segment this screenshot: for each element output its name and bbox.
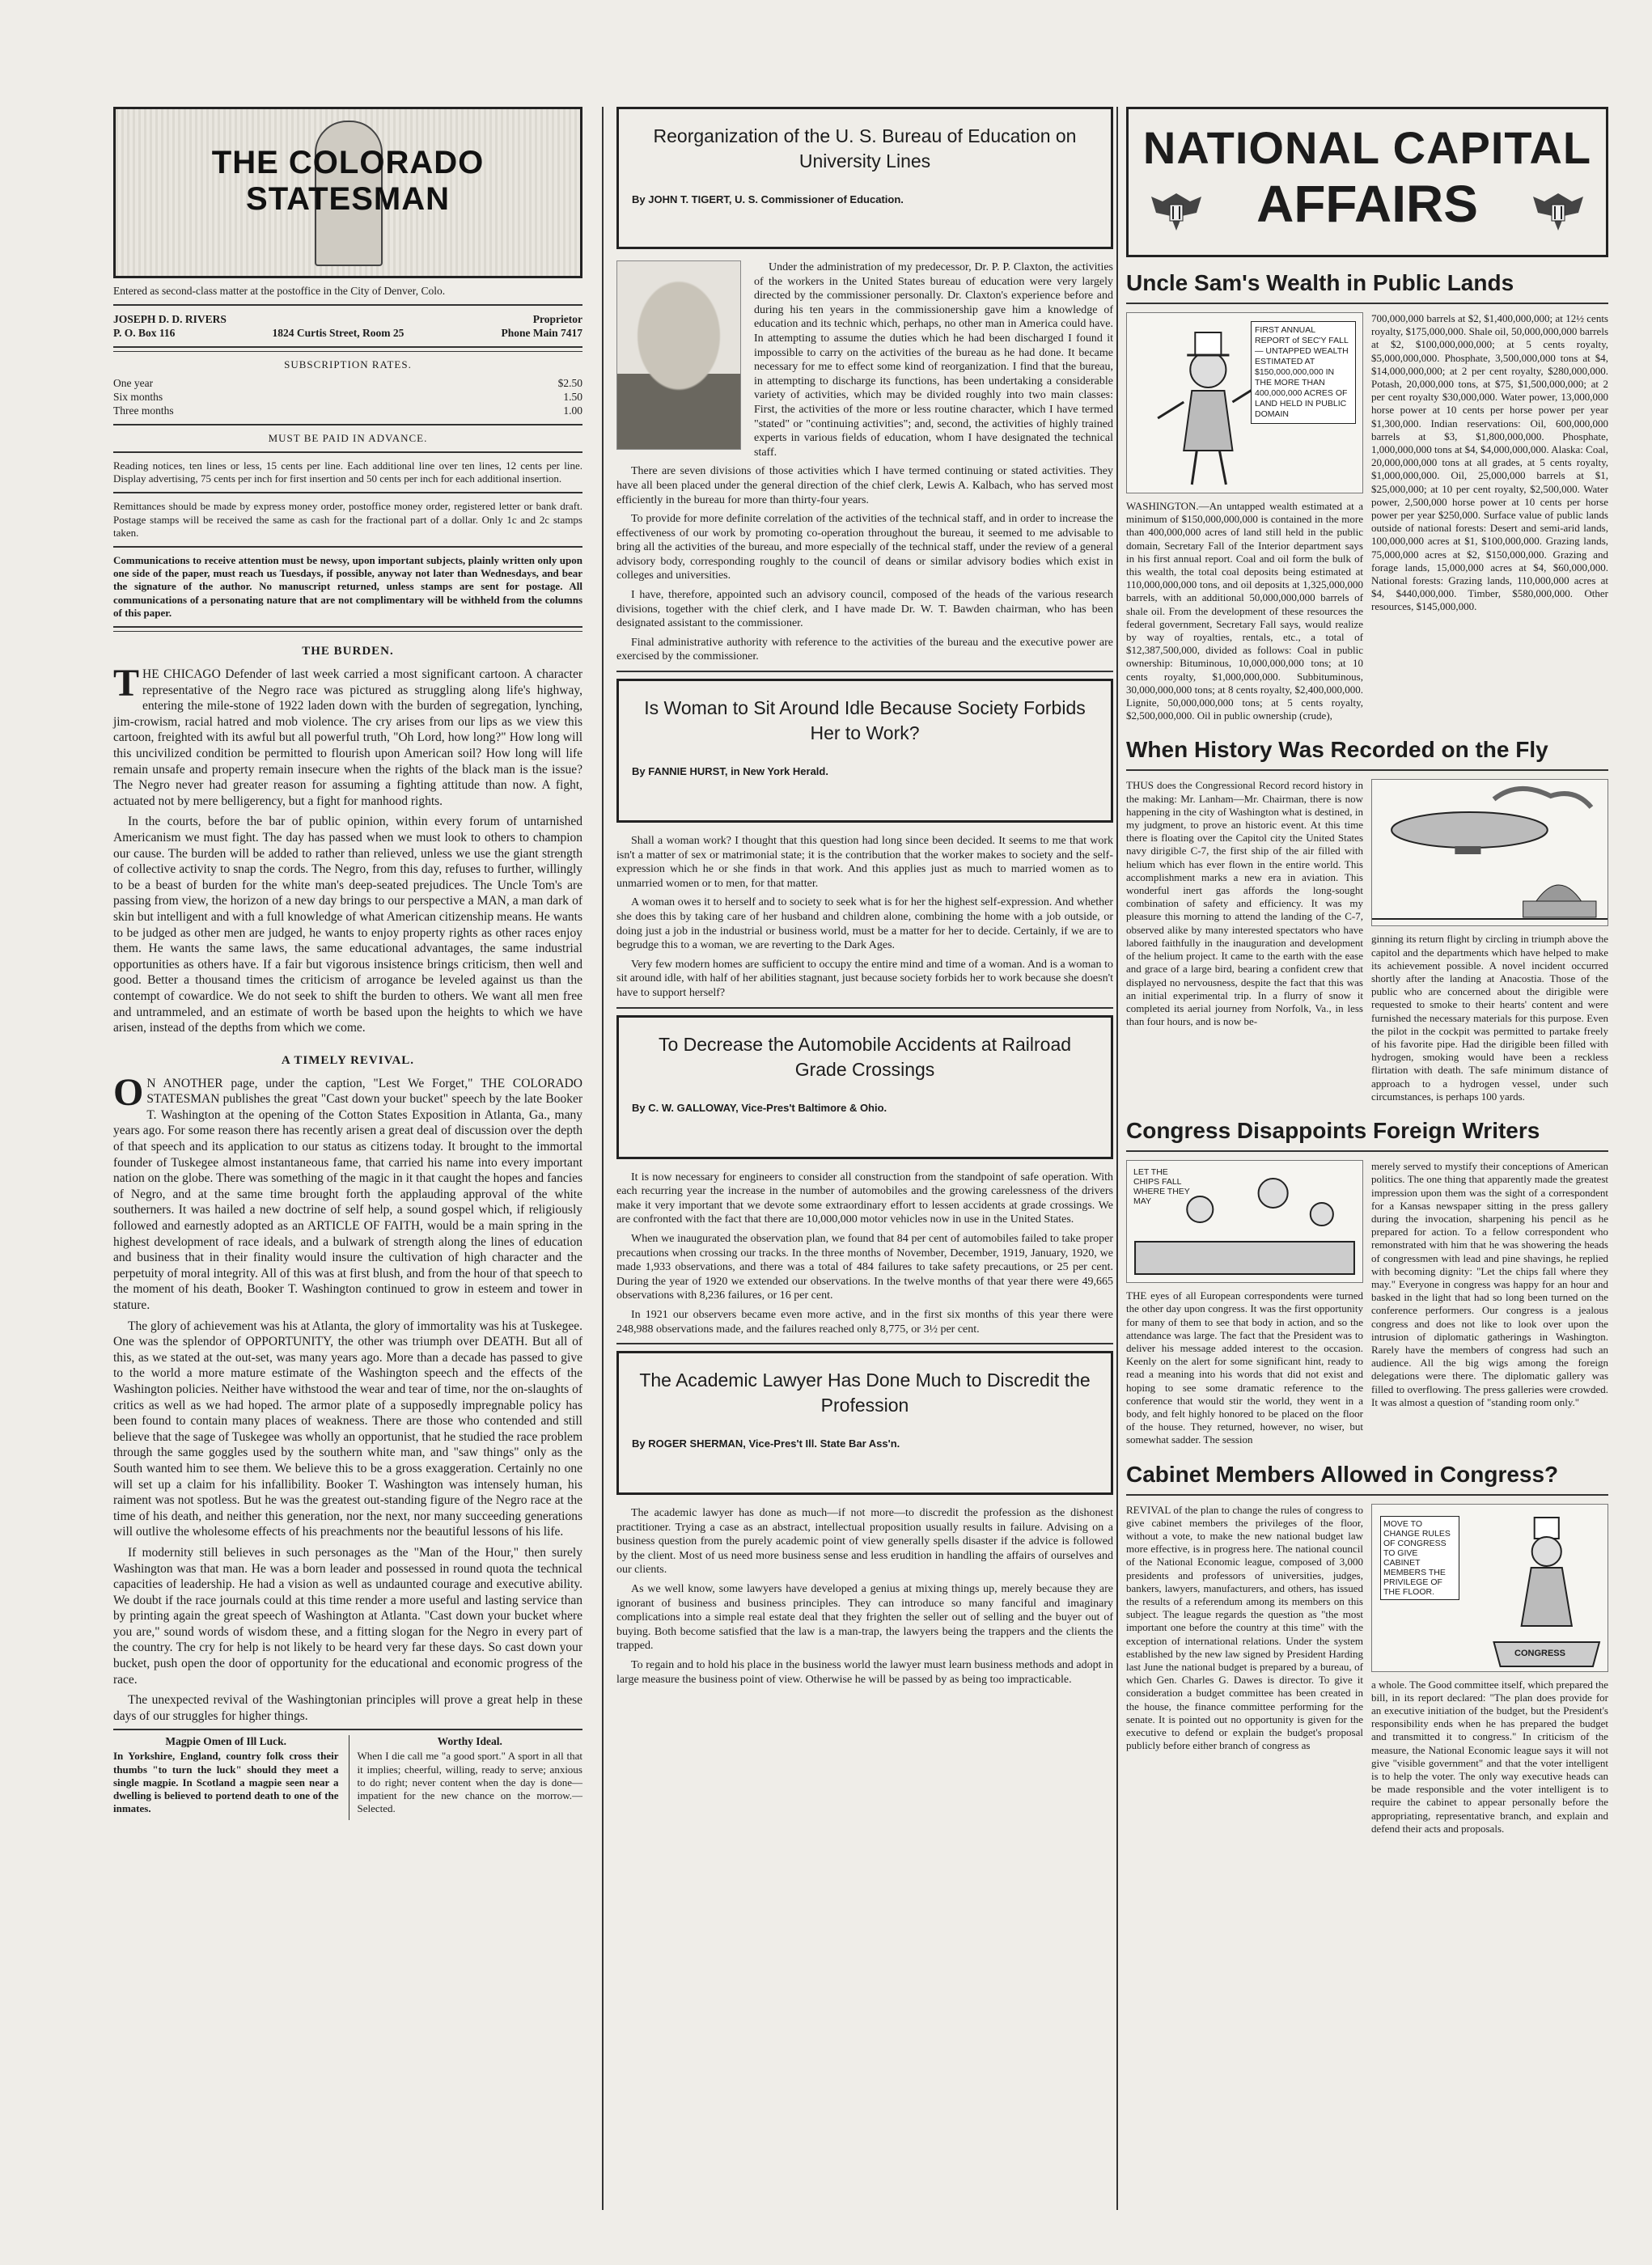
section-title: Cabinet Members Allowed in Congress? xyxy=(1126,1457,1608,1496)
rate-price: $2.50 xyxy=(557,377,582,389)
article-paragraph: There are seven divisions of those activities which I have termed continuing or stated activities. They have all been placed under the general direction of the chief clerk, Lewis A. Kalbach, who has served most efficiently in the bureau for more than thirty-four years. xyxy=(616,465,1113,506)
article-paragraph: As we well know, some lawyers have developed a genius at mixing things up, merely because they are ignorant of business and business principles. They can introduce so many fanciful and imaginary complications into a simple real estate deal that they frighten the seller out of selling and the buyer out of buying. Both become satisfied that the law is a man-trap, the lawyers being the trappers and the clients the trapped. xyxy=(616,1583,1113,1653)
masthead-title: THE COLORADO STATESMAN xyxy=(211,145,485,217)
filler-text: In Yorkshire, England, country folk cross their thumbs "to turn the luck" should they meet a single magpie. In Scotland a magpie seen near a dwelling is believed to portend death to one of the inmates. xyxy=(113,1750,339,1815)
proprietor-name: JOSEPH D. D. RIVERS xyxy=(113,313,227,325)
dirigible-icon xyxy=(1372,780,1608,925)
column-rule xyxy=(602,107,604,2210)
article-paragraph: To regain and to hold his place in the business world the lawyer must learn business methods and adopt in large measure the business point of view. Otherwise he will be passed by as being too impracticable. xyxy=(616,1659,1113,1686)
phone: Phone Main 7417 xyxy=(501,327,582,339)
section-paragraph: a whole. The Good committee itself, which prepared the bill, in its report declared: "The plan does provide for an executive initiation of the budget, but the President's responsibility ends when he has prepared the budget and transmitted it to congress." In criticism of the measure, the National Economic league says it will not give "visible government" and that the voter intelligent is to help the voter. The only way executive heads can be made responsible and the voter intelligent is to require the cabinet to appear personally before the appropriating, representative branch, and explain and defend their acts and proposals. xyxy=(1371,1678,1608,1835)
article-paragraph: I have, therefore, appointed such an advisory council, composed of the heads of the various research divisions, together with the chief clerk, and I have made Dr. W. T. Bawden chairman, who has been designated assistant to the commissioner. xyxy=(616,589,1113,630)
banner-line-2: AFFAIRS xyxy=(1256,175,1478,233)
rate-label: One year xyxy=(113,377,154,389)
cabinet-cartoon xyxy=(1371,1504,1608,1672)
section-paragraph: merely served to mystify their conceptions of American politics. The one thing that apparently made the greatest impression upon them was the sight of a correspondent for a Kansas newspaper sitting in the press gallery during the invocation, sharpening his pencil as he prepared for action. To a fellow correspondent who remonstrated with him that he was showering the heads of congressmen with lead and pine shavings, he replied with becoming dignity: "Let the chips fall where they may." Everyone in congress was happy for an hour and basked in the light that had so long been turned on the conference performers. Our congress is a jealous congress and does not like to look over upon the intrusion of diplomatic gatherings in Washington. Rarely have the members of congress had such an audience. All the big wigs among the foreign delegations were there. The diplomatic gallery was filled to overflowing. The press galleries were crowded. It was almost a question of "standing room only." xyxy=(1371,1160,1608,1408)
section-body xyxy=(1126,312,1608,727)
subscription-title: SUBSCRIPTION RATES. xyxy=(284,358,412,370)
cartoon-caption: LET THE CHIPS FALL WHERE THEY MAY xyxy=(1133,1167,1190,1207)
po-box: P. O. Box 116 xyxy=(113,327,176,339)
article-byline: By ROGER SHERMAN, Vice-Pres't Ill. State Bar Ass'n. xyxy=(632,1437,900,1450)
editorial-paragraph: ON ANOTHER page, under the caption, "Lest We Forget," THE COLORADO STATESMAN publishes the great "Cast down your bucket" speech by the late Booker T. Washington at the opening of the Cotton States Exposition in Atlanta, Ga., many years ago. For some reason there has recently arisen a great deal of discussion over the depth of that speech and its application to our status as citizens today. It brought to the immortal founder of Tuskegee almost instantaneous fame, that carried his name into every important nation on the globe. There was something of the magic in it that caught the hopes and fancies of Negro, and at the same time brought forth the applauding approval of the white southerners. It was hailed a new doctrine of self help, a sound gospel which, if religiously followed and earnestly adopted as an ARTICLE OF FAITH, would be a main spring in the highest development of race ideals, and a bulwark of strength along the lines of education and business that in their finality would insure the cultivation of high character and the perpetuity of moral integrity. All of this was at first blush, and from the hour of that speech to the moment of his death, Booker T. Washington continued to grow in esteem and tower in stature. xyxy=(113,1070,582,1312)
rate-label: Three months xyxy=(113,404,174,417)
rate-price: 1.50 xyxy=(563,391,582,403)
eagle-shield-icon xyxy=(1528,188,1588,235)
article-paragraph: A woman owes it to herself and to society to seek what is for her the highest self-expression. And whether she does this by taking care of her husband and children alone, combining the home with a job outside, or doing just a job in the industrial or business world, must be a matter for her to decide. Certainly, if we are to begrudge this to a woman, we are reverting to the Dark Ages. xyxy=(616,896,1113,952)
article-paragraph: Shall a woman work? I thought that this question had long since been decided. It seems to me that work isn't a matter of sex or matrimonial state; it is the contribution that the worker makes to society and the self-expression which he or she finds in that work. And this applies just as much to married women as to unmarried women or to men, for that matter. xyxy=(616,835,1113,890)
editorial-paragraph: In the courts, before the bar of public opinion, within every forum of untarnished Americanism we must fight. The day has passed when we must look to others to champion our cause. The burden will be added to rather than relieved, unless we use the giant strength of collective activity to snap the cords. The Negro, from this day, refuses to further, willingly to be a beast of burden for the white man's deep-seated prejudices. The Uncle Tom's are passing from view, the horizon of a new day brings to our perspective a MAN, a man dark of skin but intelligent and with a full knowledge of what American citizenship means. He wants to be judged as other men are judged, he wants to enjoy property rights as other races enjoy them. He wants the same laws, the same educational advantages, the same industrial opportunities as others have. If a fair but vigorous insistence brings criticism, then well and good. Better a thousand times the criticism of arrogance be leveled against us than the contempt of cowardice. We do not seek to shift the burden to others. We want all men free and untrammeled, and an estimate of worth be based upon the heights to which we have arisen, instead of the depths from which we come. xyxy=(113,815,582,1035)
cartoon-caption: FIRST ANNUAL REPORT of SEC'Y FALL — UNTAPPED WEALTH ESTIMATED AT $150,000,000,000 IN THE MORE THAN 400,000,000 ACRES OF LAND HELD IN PUBLIC DOMAIN xyxy=(1251,321,1356,424)
section-body xyxy=(1126,779,1608,1108)
article-paragraph: It is now necessary for engineers to consider all construction from the standpoint of safe operation. With each recurring year the increase in the number of automobiles and the growing carelessness of the drivers make it very important that we devote some extraordinary effort to lessen accidents at grade crossings. We are confronted with the fact that there are 10,000,000 motor vehicles now in use in the United States. xyxy=(616,1171,1113,1226)
section-title: Uncle Sam's Wealth in Public Lands xyxy=(1126,265,1608,304)
proprietor-label: Proprietor xyxy=(532,313,582,325)
article-paragraph: Final administrative authority with reference to the activities of the bureau and the executive power are exercised by the commissioner. xyxy=(616,636,1113,663)
eagle-shield-icon xyxy=(1146,188,1206,235)
filler-title: Magpie Omen of Ill Luck. xyxy=(165,1735,287,1748)
section-paragraph: REVIVAL of the plan to change the rules of congress to give cabinet members the privileges of the floor, without a vote, to make the new national budget law more effective, is in progress here. The national council of the National Economic league, composed of 3,000 presidents and professors of universities, judges, bankers, lawyers, manufacturers, and others, has issued the results of a referendum among its members on this subject. The league regards the question as "the most important one before the country at this time" with the exception of international relations. Under the system established by the new law signed by President Harding last June the national budget is prepared by a bureau, of which Gen. Charles G. Dawes is director. To give it consideration a budget committee has been created in the house, the finance committee performing for the senate. It is pointed out no opportunity is given for the executive to defend or explain the budget's proposal publicly before either branch of congress as xyxy=(1126,1503,1363,1752)
cartoon-caption: MOVE TO CHANGE RULES OF CONGRESS TO GIVE CABINET MEMBERS THE PRIVILEGE OF THE FLOOR. xyxy=(1380,1516,1459,1600)
editorial-paragraph: If modernity still believes in such personages as the "Man of the Hour," then surely Washington was that man. He was a born leader and possessed in round quota the technical capacities of leadership. He had a vision as well as undaunted courage and executive ability. We doubt if the race journals could at this time render a more useful and lasting service than by printing again the great speech of Washington at Atlanta. "Cast down your bucket where you are," sound words of wisdom these, and a fitting slogan for the Negro in every part of the country. The cry for help is not likely to be heard very far these days. So cast down your bucket, push open the door of opportunity for the educational and economic progress of the race. xyxy=(113,1545,582,1687)
article-paragraph: The academic lawyer has done as much—if not more—to discredit the profession as the dishonest practitioner. Trying a case as an abstract, intellectual proposition usually results in failure. Advising on a business question from the purely academic point of view generally spells disaster if the advice is followed by the client. Most of us need more business sense and less erudition in handling the affairs of ourselves and our clients. xyxy=(616,1507,1113,1577)
section-banner xyxy=(1126,107,1608,257)
article-paragraph: Very few modern homes are sufficient to occupy the entire mind and time of a woman. And is a woman to sit around idle, with half of her abilities stagnant, just because society forbids her to work because she doesn't have to support herself? xyxy=(616,958,1113,999)
section-title: Congress Disappoints Foreign Writers xyxy=(1126,1113,1608,1152)
section-paragraph: THE eyes of all European correspondents were turned the other day upon congress. It was the first opportunity for many of them to see that body in action, and so the attendance was large. The fact that the President was to deliver his message added interest to the occasion. Keenly on the alert for some significant hint, ready to read a meaning into his words that did not exist and hoping to see some dramatic reference to the conference that would stir the world, they went in a body, and felt highly honored to be placed on the floor of the house. They returned, however, no wiser, but somewhat sadder. The session xyxy=(1126,1289,1363,1446)
article-byline: By C. W. GALLOWAY, Vice-Pres't Baltimore & Ohio. xyxy=(632,1101,887,1114)
reading-notice: Reading notices, ten lines or less, 15 cents per line. Each additional line over ten lines, 12 cents per line. Display advertising, 75 cents per inch for first insertion and 50 cents per inch for each additional insertion. xyxy=(113,459,582,485)
article-header xyxy=(616,1351,1113,1495)
article-title: Reorganization of the U. S. Bureau of Education on University Lines xyxy=(653,125,1077,171)
filler-title: Worthy Ideal. xyxy=(437,1735,502,1748)
editorial-paragraph: The unexpected revival of the Washingtonian principles will prove a great help in these days of our struggles for higher things. xyxy=(113,1693,582,1723)
filler-text: When I die call me "a good sport." A sport in all that it implies; cheerful, willing, ready to serve; anxious to do right; never content when the day is done—impatient for the new chance on the morrow.—Selected. xyxy=(357,1750,582,1815)
portrait-photo xyxy=(616,260,741,450)
address-row xyxy=(113,326,582,340)
article-paragraph: Under the administration of my predecessor, Dr. P. P. Claxton, the activities of the workers in the United States bureau of education were very largely directed by the commissioner personally. Dr. Claxton's experience before and during his ten years in the commissionership gave him a knowledge of education and its technic which, perhaps, no other man in America could have. In attempting to assume the duties which he had been discharged I found it impossible to carry on the activities of the bureau as he had done. It became necessary for me to effect some kind of reorganization. I find that the bureau, in attempting to discharge its functions, has been undertaking a considerable variety of activities, which may be divided roughly into two main classes: First, the activities of the more or less routine character, which I have termed "stated" or "continuing activities"; and, second, the activities of highly trained experts in various fields of education, whom I have designated the technical staff. xyxy=(754,261,1113,459)
street-address: 1824 Curtis Street, Room 25 xyxy=(272,327,405,339)
column-national-capital xyxy=(1126,107,1608,1840)
section-title: When History Was Recorded on the Fly xyxy=(1126,732,1608,771)
article-header xyxy=(616,679,1113,823)
article-byline: By FANNIE HURST, in New York Herald. xyxy=(632,765,828,778)
column-rule xyxy=(1116,107,1118,2210)
section-paragraph: 700,000,000 barrels at $2, $1,400,000,000; at 12½ cents royalty, $175,000,000. Shale oil, 50,000,000,000 barrels at $2, $100,000,000,000; at 5 cents royalty, $5,000,000,000. Phosphate, 3,500,000,000 tons at $4, $14,000,000,000; at 2 per cent royalty, $280,000,000. Potash, 20,000,000 tons, at $75, $1,500,000,000; at 2 per cent royalty $30,000,000. Water power, 13,000,000 horse power at 10 cents per horse power per year $1,300,000. Indian reservations: Oil, 600,000,000 barrels at $3, $1,800,000,000. Phosphate, 1,000,000,000 tons at $4, $4,000,000,000. Alaska: Coal, 20,000,000,000 tons at all grades, at 5 cents royalty, $1,000,000,000. Oil, 25,000,000 barrels at $1, $25,000,000; at 10 per cent royalty, $2,500,000. Water power, 2,500,000 horse power at 10 cents per horse power per year $250,000. Surface value of public lands outside of national forests: Desert and semi-arid lands, 100,000,000 acres at $1, $100,000,000. Grazing lands, 75,000,000 acres at $2, $150,000,000. Grazing and forage lands, 15,000,000 acres at $4, $60,000,000. National forests: Grazing lands, 110,000,000 acres at $4, $440,000,000. Timber, $580,000,000. Other resources, $145,000,000. xyxy=(1371,312,1608,613)
communications-notice: Communications to receive attention must be newsy, upon important subjects, plainly written only upon one side of the paper, must reach us Tuesdays, if possible, anyway not later than Wednesdays, and bear the signature of the author. No manuscript returned, unless stamps are sent for postage. All communications of a personating nature that are not complimentary will be withheld from the columns of this paper. xyxy=(113,554,582,619)
banner-line-1: NATIONAL CAPITAL xyxy=(1142,122,1592,173)
uncle-sam-cartoon xyxy=(1126,312,1363,493)
editorial-paragraph: The glory of achievement was his at Atlanta, the glory of immortality was his at Tuskegee. One was the splendor of OPPORTUNITY, the other was triumph over DEATH. But all of this, as we stated at the out-set, was many years ago. More than a decade has passed to give to the world a more mature estimate of the Washington speech and the effects of the Washington policies. Neither have withstood the wear and tear of time, nor the on-slaughts of critics as well as we had hoped. The armor plate of a supposedly impregnable policy has been found to contain many places of weakness. There are those who contended and still believe that the sage of Tuskegee was wholly an opportunist, that he studied the race problem through the same goggles used by the southern white man, and "saw things" only as the South wanted him to see them. We believe this to be a gross exaggeration. Certainly no one will set up a claim for his infallibility. Booker T. Washington was intensely human, his raiment was not spotless. But he was the greatest out-standing figure of the Negro race at the time of his death, and neither this generation, nor the next, nor many succeeding generations will outlive the wholesome effects of his preachments nor the beautiful lessons of his life. xyxy=(113,1319,582,1539)
article-title: The Academic Lawyer Has Done Much to Discredit the Profession xyxy=(639,1370,1091,1416)
cartoon-label: CONGRESS xyxy=(1514,1648,1565,1658)
article-header xyxy=(616,1015,1113,1159)
proprietor-row xyxy=(113,312,582,326)
column-editorial xyxy=(113,107,582,1820)
congress-cartoon xyxy=(1126,1160,1363,1283)
remittance-notice: Remittances should be made by express money order, postoffice money order, registered letter or bank draft. Postage stamps will be received the same as cash for the fractional part of a dollar. Only 1c and 2c stamps taken. xyxy=(113,500,582,539)
editorial-title: THE BURDEN. xyxy=(302,645,394,658)
article-title: Is Woman to Sit Around Idle Because Society Forbids Her to Work? xyxy=(644,697,1086,744)
article-paragraph: To provide for more definite correlation of the activities of the technical staff, and in order to increase the effectiveness of our work by promoting co-operation throughout the bureau, it seemed to me advisable to bring all the activities of the bureau, and more especially of the technical staff, under the review of a general advisory body, corresponding roughly to the council of deans or similar advisory bodies which exist in colleges and universities. xyxy=(616,513,1113,582)
rate-label: Six months xyxy=(113,391,163,403)
masthead xyxy=(113,107,582,278)
article-paragraph: When we inaugurated the observation plan, we found that 84 per cent of automobiles failed to take proper precautions when crossing our tracks. In the three months of November, December, 1919, January, 1920, we made 1,933 observations, and there was a total of 484 failures to take safety precautions, or 25 per cent. During the year of 1920 we extended our observations. In the twelve months of that year there were 49,665 observations with 8,236 failures, or 16 per cent. xyxy=(616,1232,1113,1302)
section-body xyxy=(1126,1160,1608,1451)
advance-notice: MUST BE PAID IN ADVANCE. xyxy=(268,432,428,444)
editorial-paragraph: THE CHICAGO Defender of last week carried a most significant cartoon. A character representative of the Negro race was pictured as struggling along life's highway, entering the mile-stone of 1922 laden down with the burden of segregation, lynching, jim-crowism, racial hatred and mob violence. The cry arises from our lips as we view this cartoon, freighted with its awful but all powerful truth, "Oh Lord, how long?" How long will this uncivilized condition be permitted to flourish upon American soil? How long will life remain unsafe and property remain insecure when the rights of the black man is the issue? The Negro never had greater reason for assuming a fighting attitude than now. A fight, actuated not by mere belligerency, but a fight for manhood rights. xyxy=(113,662,582,808)
editorial-title: A TIMELY REVIVAL. xyxy=(281,1053,415,1067)
filler-items xyxy=(113,1729,582,1820)
section-paragraph: ginning its return flight by circling in triumph above the capitol and the departments which have helped to make its achievement possible. A novel incident occurred shortly after the landing at Anacostia. Those of the public who are concerned about the dirigible were requested to smoke to their hearts' content and were furnished the necessary materials for this purpose. Even the pilot in the cockpit was permitted to partake freely of his favorite pipe. Had the dirigible been filled with hydrogen, smoking would have been a reckless flirtation with death. The safe minimum distance of approach to a hydrogen vessel, under such circumstances, is perhaps 100 yards. xyxy=(1371,933,1608,1103)
article-header xyxy=(616,107,1113,249)
article-paragraph: In 1921 our observers became even more active, and in the first six months of this year there were 248,988 observations made, and the failures reached only 8,775, or 3½ per cent. xyxy=(616,1308,1113,1336)
section-paragraph: WASHINGTON.—An untapped wealth estimated at a minimum of $150,000,000,000 is contained in the more than 400,000,000 acres of land still held in the public domain, Secretary Fall of the Interior department says in his first annual report. Coal and oil form the bulk of this wealth, the total coal deposits being estimated at 110,000,000,000 tons, and oil deposits at 1,325,000,000 barrels, with an additional 50,000,000,000 barrels of shale oil. From the development of these resources the federal government, Secretary Fall says, would realize by way of royalties, rentals, etc., a total of $12,387,500,000, divided as follows: Coal in public ownership: Bituminous, 10,000,000,000 tons; at 10 cents royalty, $1,000,000,000. Subbituminous, 30,000,000,000 tons; at 8 cents royalty, $2,400,000,000. Lignite, 50,000,000,000 tons; at 5 cents royalty, $2,500,000,000. Oil in public ownership (crude), xyxy=(1126,500,1363,722)
dirigible-illustration xyxy=(1371,779,1608,926)
article-byline: By JOHN T. TIGERT, U. S. Commissioner of Education. xyxy=(632,193,904,205)
article-title: To Decrease the Automobile Accidents at Railroad Grade Crossings xyxy=(658,1033,1072,1080)
column-opinion xyxy=(616,107,1113,1691)
rate-price: 1.00 xyxy=(563,404,582,417)
section-paragraph: THUS does the Congressional Record record history in the making: Mr. Lanham—Mr. Chairman, there is now happening in the city of Washington what is destined, in my judgment, to prove an historic event. At this time there is floating over the Capitol city the United States navy dirigible C-7, the first ship of the air filled with helium which has ever flown in the entire world. This accomplishment marks a new era in aviation. This wonderful inert gas affords the long-sought combination of safety and efficiency. It was my pleasure this morning to attend the landing of the C-7, observed alike by many interested spectators who have labored faithfully in the inauguration and development of the helium project. It came to the earth with the ease and grace of a large bird, bearing a confident crew that displayed no nervousness, despite the fact that this was an initial experimental trip. In a flurry of snow it completed its aerial journey from Norfolk, Va., in less than four hours, and is now be- xyxy=(1126,779,1363,1028)
entry-notice: Entered as second-class matter at the postoffice in the City of Denver, Colo. xyxy=(113,285,446,297)
section-body xyxy=(1126,1504,1608,1840)
